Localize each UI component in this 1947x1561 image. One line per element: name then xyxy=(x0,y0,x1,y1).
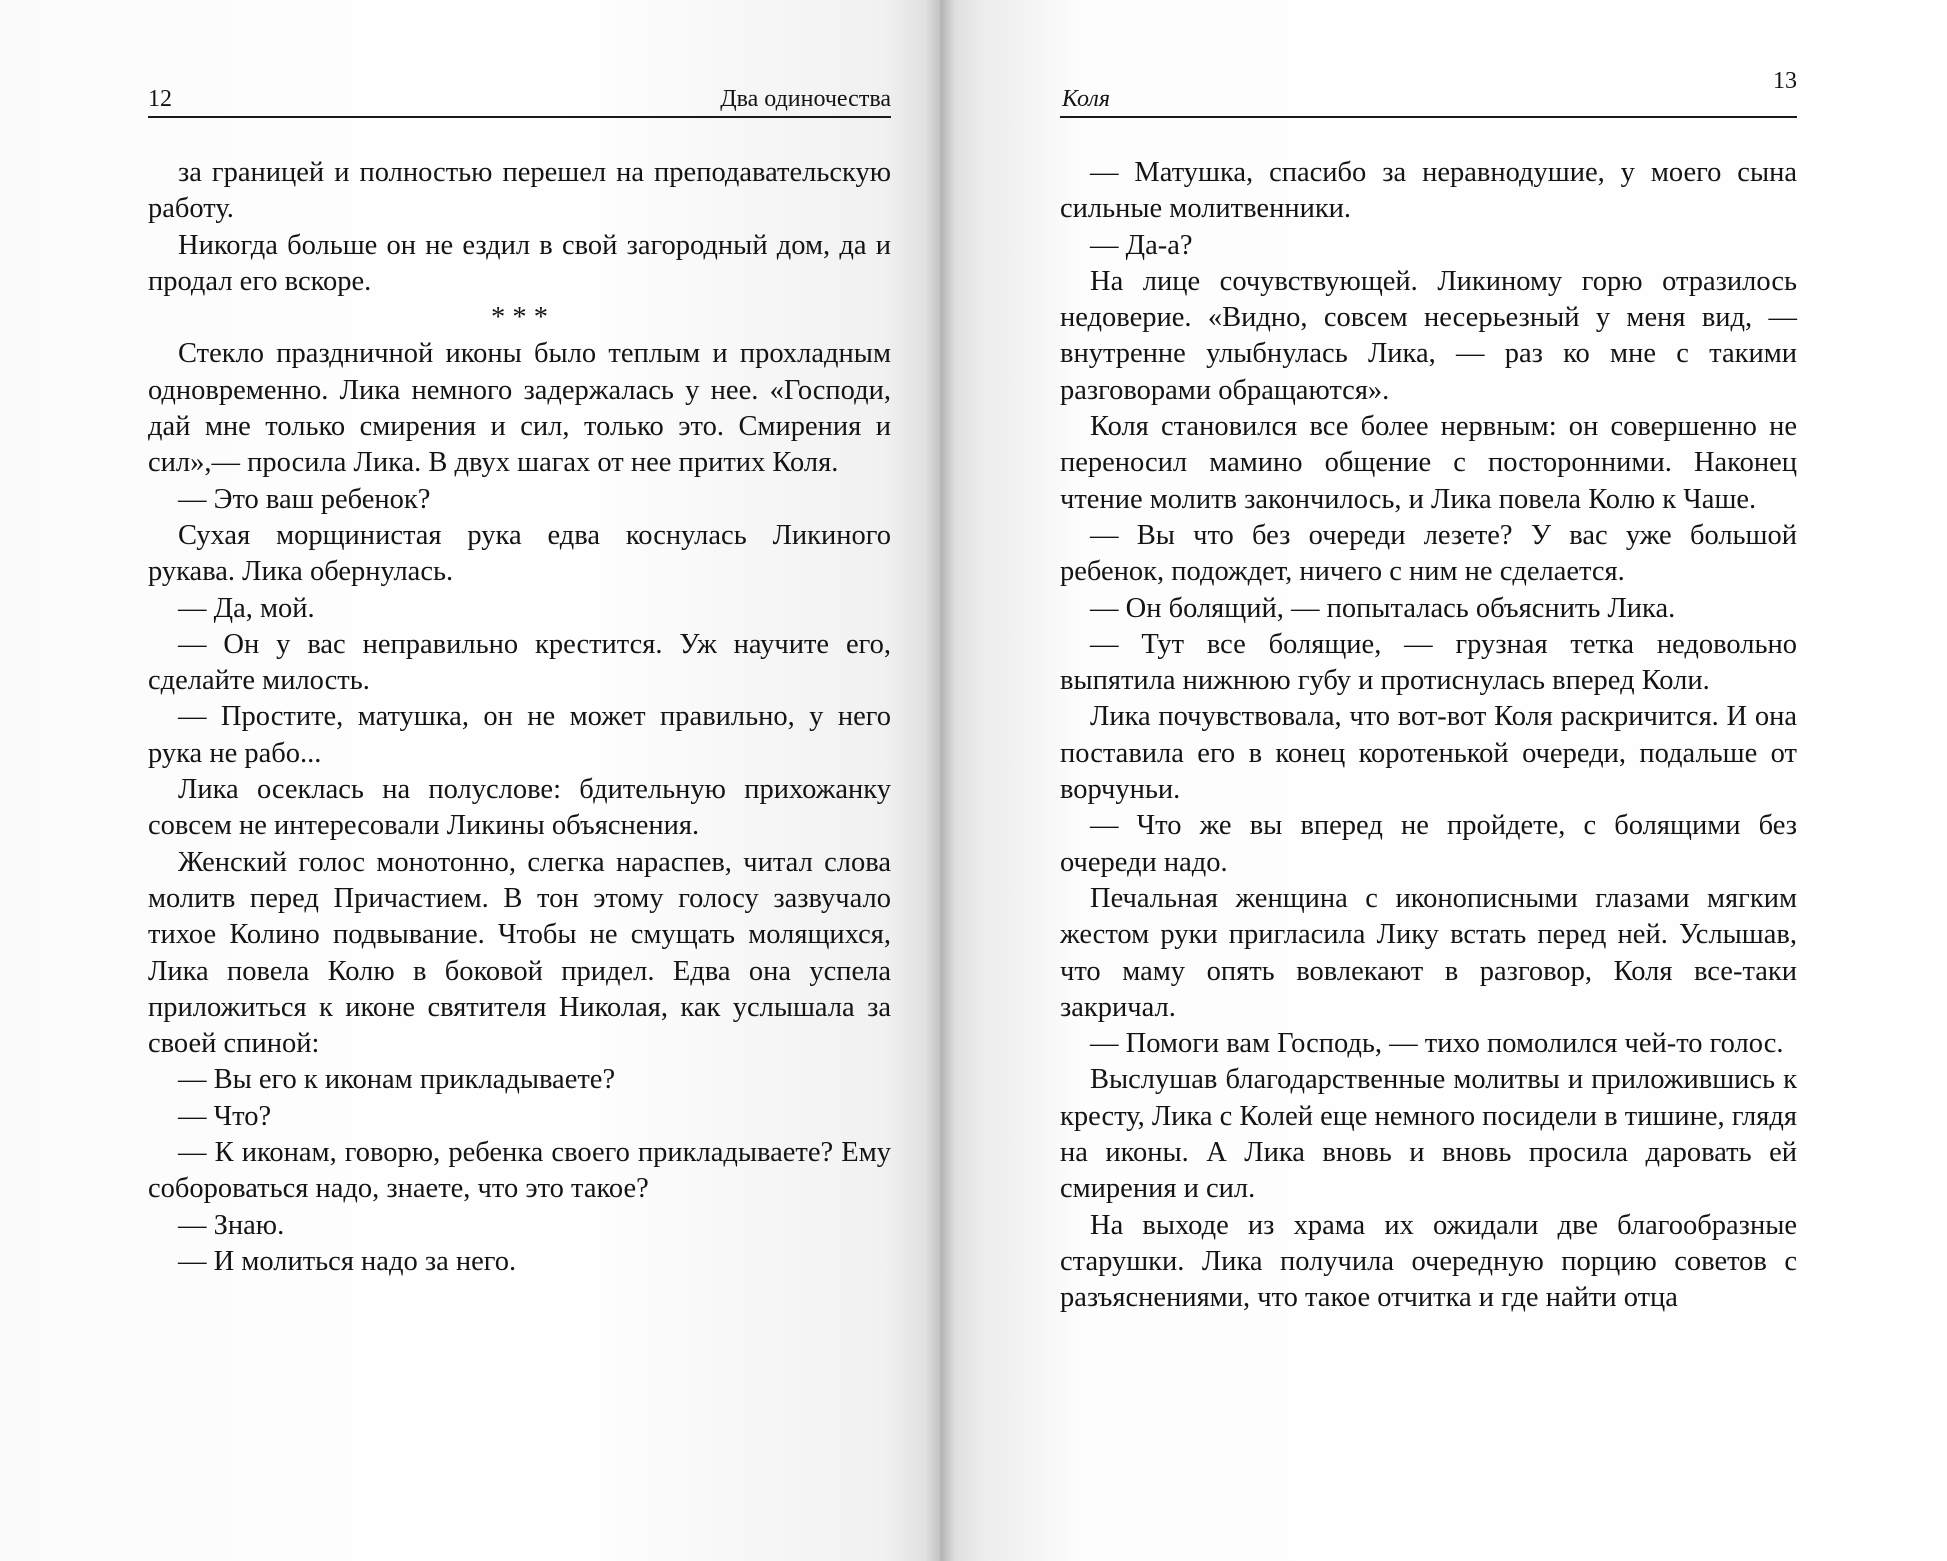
paragraph: — Да-а? xyxy=(1090,229,1193,261)
paragraph: — Простите, матушка, он не может правильно, у него рука не рабо... xyxy=(148,701,891,769)
right-page-header xyxy=(1060,68,1797,118)
paragraph: Сухая морщинистая рука едва коснулась Ликиного рукава. Лика обернулась. xyxy=(148,519,891,588)
paragraph: — Это ваш ребенок? xyxy=(178,483,431,515)
paragraph: — Он болящий, — попыталась объяснить Лика. xyxy=(1090,592,1676,624)
left-page-text xyxy=(148,155,891,1280)
paragraph: Печальная женщина с иконописными глазами мягким жестом руки пригласила Лику встать перед ней. Услышав, что маму опять вовлекают в разговор, Коля все-таки закричал. xyxy=(1060,882,1797,1023)
paragraph: Лика осеклась на полуслове: бдительную прихожанку совсем не интересовали Ликины объяснения. xyxy=(148,774,891,842)
paragraph: — Знаю. xyxy=(178,1209,285,1241)
paragraph: На выходе из храма их ожидали две благообразные старушки. Лика получила очередную порцию советов с разъяснениями, что такое отчитка и где найти отца xyxy=(1060,1209,1797,1314)
paragraph: — И молиться надо за него. xyxy=(178,1245,517,1277)
paragraph: Коля становился все более нервным: он совершенно не переносил мамино общение с посторонними. Наконец чтение молитв закончилось, и Лика повела Колю к Чаше. xyxy=(1060,411,1797,515)
paragraph: Выслушав благодарственные молитвы и приложившись к кресту, Лика с Колей еще немного посидели в тишине, глядя на иконы. А Лика вновь и вновь просила даровать ей смирения и сил. xyxy=(1060,1064,1797,1205)
paragraph: Женский голос монотонно, слегка нараспев, читал слова молитв перед Причастием. В тон этому голосу зазвучало тихое Колино подвывание. Чтобы не смущать молящихся, Лика повела Колю в боковой придел. Едва она успела приложиться к иконе святителя Николая, как услышала за своей спиной: xyxy=(148,846,891,1060)
section-separator: * * * xyxy=(491,302,548,334)
right-page-number: 13 xyxy=(1773,68,1797,94)
paragraph: — Что? xyxy=(178,1100,272,1132)
paragraph: — Да, мой. xyxy=(178,592,315,624)
left-page-header xyxy=(148,84,891,118)
paragraph: — Помоги вам Господь, — тихо помолился чей-то голос. xyxy=(1090,1028,1784,1060)
paragraph: На лице сочувствующей. Ликиному горю отразилось недоверие. «Видно, совсем несерьезный у меня вид, — внутренне улыбнулась Лика, — раз ко мне с такими разговорами обращаются». xyxy=(1060,265,1797,406)
paragraph: Никогда больше он не ездил в свой загородный дом, да и продал его вскоре. xyxy=(148,229,891,297)
paragraph: — Тут все болящие, — грузная тетка недовольно выпятила нижнюю губу и протиснулась вперед Коли. xyxy=(1060,628,1797,697)
paragraph: — Что же вы вперед не пройдете, с болящими без очереди надо. xyxy=(1060,810,1797,878)
left-page xyxy=(0,0,940,1561)
paragraph: Стекло праздничной иконы было теплым и прохладным одновременно. Лика немного задержалась у нее. «Господи, дай мне только смирения и сил, только это. Смирения и сил»,— просила Лика. В двух шагах от нее притих Коля. xyxy=(148,338,891,479)
paragraph: Лика почувствовала, что вот-вот Коля раскричится. И она поставила его в конец коротенькой очереди, подальше от ворчуньи. xyxy=(1060,701,1797,806)
paragraph: — Вы его к иконам прикладываете? xyxy=(178,1064,616,1096)
left-page-number: 12 xyxy=(148,86,172,112)
paragraph: — Вы что без очереди лезете? У вас уже большой ребенок, подождет, ничего с ним не сделается. xyxy=(1060,519,1797,588)
book-gutter-shadow xyxy=(925,0,955,1561)
paragraph: — К иконам, говорю, ребенка своего прикладываете? Ему собороваться надо, знаете, что это такое? xyxy=(148,1137,891,1205)
paragraph: за границей и полностью перешел на преподавательскую работу. xyxy=(148,157,891,225)
paragraph: — Матушка, спасибо за неравнодушие, у моего сына сильные молитвенники. xyxy=(1060,157,1797,225)
right-page-text xyxy=(1060,155,1797,1317)
left-running-head: Два одиночества xyxy=(720,86,891,112)
right-running-head: Коля xyxy=(1062,86,1111,112)
paragraph: — Он у вас неправильно крестится. Уж научите его, сделайте милость. xyxy=(148,628,891,697)
